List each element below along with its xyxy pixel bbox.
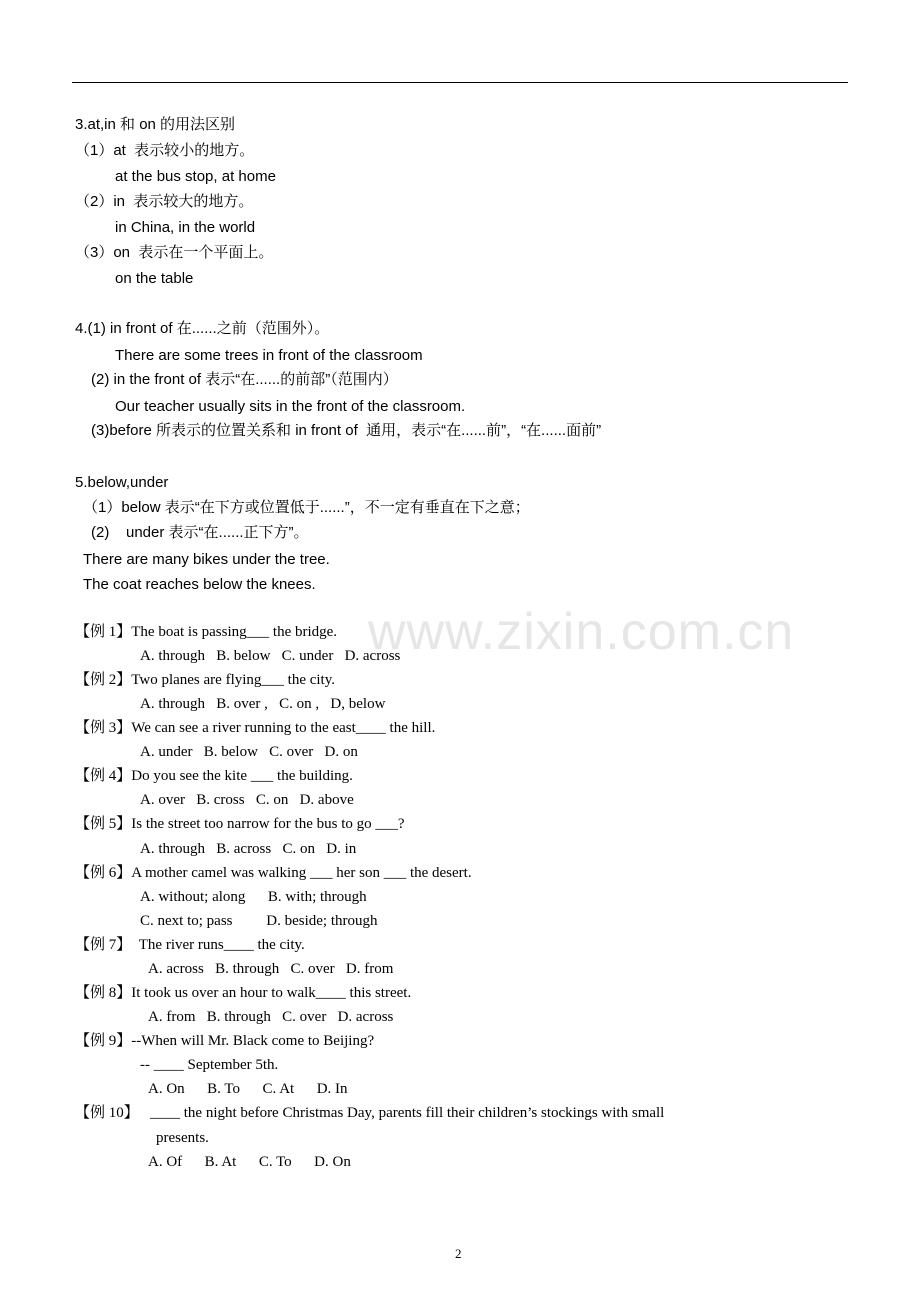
section-3-item-1-example: at the bus stop, at home — [115, 168, 276, 185]
page-number: 2 — [455, 1246, 462, 1261]
section-4-item-2-example: Our teacher usually sits in the front of the classroom. — [115, 398, 466, 415]
section-5-item-1: （1）below 表示“在下方或位置低于......”，不一定有垂直在下之意； — [83, 499, 530, 516]
section-4-item-2: (2) in the front of 表示“在......的前部”（范围内） — [91, 371, 398, 388]
section-5-example-1: There are many bikes under the tree. — [83, 551, 330, 568]
example-8-question: 【例 8】It took us over an hour to walk____ this street. — [75, 985, 412, 1001]
example-9-options: A. On B. To C. At D. In — [148, 1081, 348, 1097]
section-4-item-1: 4.(1) in front of 在......之前（范围外）。 — [75, 320, 330, 337]
example-6-options-2: C. next to; pass D. beside; through — [140, 913, 378, 929]
example-8-options: A. from B. through C. over D. across — [148, 1009, 394, 1025]
section-3-item-2-example: in China, in the world — [115, 219, 256, 236]
example-9-question: 【例 9】--When will Mr. Black come to Beijing? — [75, 1033, 375, 1049]
example-6-question: 【例 6】A mother camel was walking ___ her son ___ the desert. — [75, 865, 472, 881]
section-3-item-3: （3）on 表示在一个平面上。 — [75, 244, 274, 261]
example-1-options: A. through B. below C. under D. across — [140, 648, 401, 664]
example-9-answer: -- ____ September 5th. — [140, 1057, 279, 1073]
example-5-question: 【例 5】Is the street too narrow for the bus to go ___? — [75, 816, 405, 832]
example-7-question: 【例 7】 The river runs____ the city. — [75, 937, 305, 953]
section-5-example-2: The coat reaches below the knees. — [83, 576, 316, 593]
example-10-question-continued: presents. — [156, 1130, 209, 1146]
example-1-question: 【例 1】The boat is passing___ the bridge. — [75, 624, 338, 640]
example-2-options: A. through B. over , C. on , D, below — [140, 696, 386, 712]
example-4-options: A. over B. cross C. on D. above — [140, 792, 354, 808]
section-4-item-1-example: There are some trees in front of the classroom — [115, 347, 423, 364]
example-7-options: A. across B. through C. over D. from — [148, 961, 394, 977]
example-6-options-1: A. without; along B. with; through — [140, 889, 367, 905]
section-4-item-3: (3)before 所表示的位置关系和 in front of 通用，表示“在......前”，“在......面前” — [91, 422, 602, 439]
section-3-item-3-example: on the table — [115, 270, 194, 287]
section-5-title: 5.below,under — [75, 474, 169, 491]
section-3-item-2: （2）in 表示较大的地方。 — [75, 193, 254, 210]
example-5-options: A. through B. across C. on D. in — [140, 841, 357, 857]
example-10-options: A. Of B. At C. To D. On — [148, 1154, 351, 1170]
watermark-text: www.zixin.com.cn — [368, 603, 795, 661]
example-3-question: 【例 3】We can see a river running to the east____ the hill. — [75, 720, 436, 736]
example-10-question: 【例 10】 ____ the night before Christmas Day, parents fill their children’s stockings with small — [75, 1105, 665, 1121]
section-3-title: 3.at,in 和 on 的用法区别 — [75, 116, 236, 133]
section-3-item-1: （1）at 表示较小的地方。 — [75, 142, 255, 159]
example-2-question: 【例 2】Two planes are flying___ the city. — [75, 672, 336, 688]
section-5-item-2: (2) under 表示“在......正下方”。 — [91, 524, 309, 541]
example-3-options: A. under B. below C. over D. on — [140, 744, 358, 760]
example-4-question: 【例 4】Do you see the kite ___ the building. — [75, 768, 353, 784]
header-rule — [72, 82, 848, 83]
